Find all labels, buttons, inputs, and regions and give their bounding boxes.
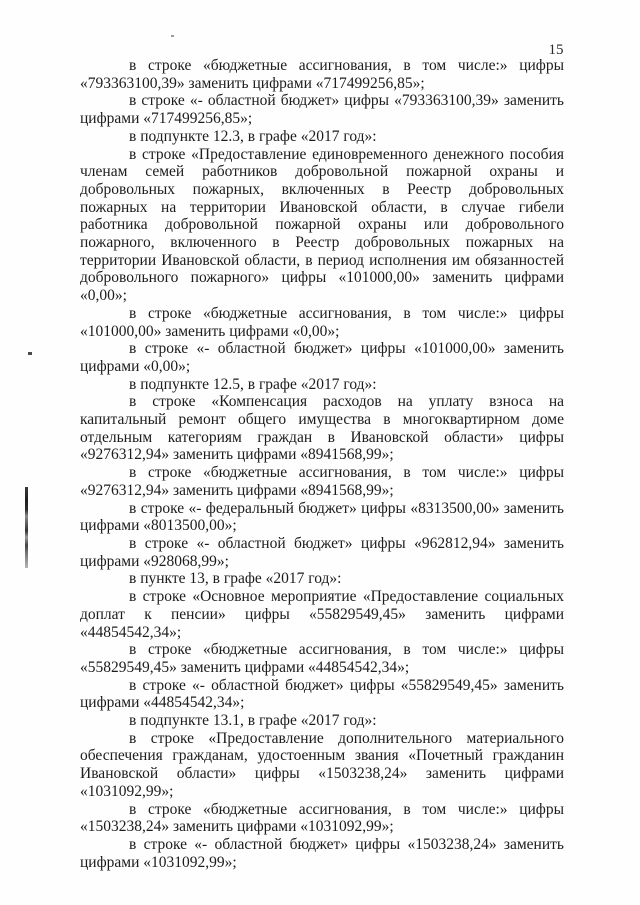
paragraph: в строке «- областной бюджет» цифры «962812,94» заменить цифрами «928068,99»;: [80, 534, 564, 570]
page-number: 15: [548, 42, 564, 58]
paragraph: в строке «Компенсация расходов на уплату взноса на капитальный ремонт общего имущества в многоквартирном доме отдельным категориям граждан в Ивановской области» цифры «9276312,94» заменить цифрами «8941568,99»;: [80, 393, 564, 464]
paragraph: в строке «- областной бюджет» цифры «55829549,45» заменить цифрами «44854542,34»;: [80, 676, 564, 712]
scan-artifact-dot: [28, 352, 32, 355]
scan-artifact-vertical-line: [25, 487, 28, 568]
paragraph: в строке «Предоставление дополнительного материального обеспечения гражданам, удостоенным звания «Почетный гражданин Ивановской области» цифры «1503238,24» заменить цифрами «1031092,99»;: [80, 729, 564, 800]
paragraph: в подпункте 12.3, в графе «2017 год»:: [129, 127, 377, 145]
paragraph: в пункте 13, в графе «2017 год»:: [129, 570, 342, 588]
paragraph: в строке «бюджетные ассигнования, в том числе:» цифры «9276312,94» заменить цифрами «8941568,99»;: [80, 464, 564, 499]
paragraph: в подпункте 12.5, в графе «2017 год»:: [129, 375, 377, 393]
paragraph: в строке «- федеральный бюджет» цифры «8313500,00» заменить цифрами «8013500,00»;: [80, 499, 564, 535]
paragraph: в строке «бюджетные ассигнования, в том числе:» цифры «55829549,45» заменить цифрами «44854542,34»;: [80, 641, 564, 676]
paragraph: в строке «- областной бюджет» цифры «101000,00» заменить цифрами «0,00»;: [80, 340, 564, 375]
paragraph: в строке «бюджетные ассигнования, в том числе:» цифры «1503238,24» заменить цифрами «1031092,99»;: [80, 800, 564, 836]
paragraph: в строке «бюджетные ассигнования, в том числе:» цифры «793363100,39» заменить цифрами «717499256,85»;: [80, 57, 564, 92]
paragraph: в подпункте 13.1, в графе «2017 год»:: [129, 712, 377, 730]
paragraph: в строке «бюджетные ассигнования, в том числе:» цифры «101000,00» заменить цифрами «0,00»;: [80, 304, 564, 340]
paragraph: в строке «Основное мероприятие «Предоставление социальных доплат к пенсии» цифры «55829549,45» заменить цифрами «44854542,34»;: [80, 588, 564, 641]
paragraph: в строке «Предоставление единовременного денежного пособия членам семей работников добровольной пожарной охраны и добровольных пожарных, включенных в Реестр добровольных пожарных на территории Ивановской области, в случае гибели работника добровольной пожарной охраны или добровольного пожарного, включенного в Реестр добровольных пожарных на территории Ивановской области, в период исполнения им обязанностей добровольного пожарного» цифры «101000,00» заменить цифрами «0,00»;: [80, 145, 564, 305]
paragraph: в строке «- областной бюджет» цифры «793363100,39» заменить цифрами «717499256,85»;: [80, 92, 564, 128]
paragraph: в строке «- областной бюджет» цифры «1503238,24» заменить цифрами «1031092,99»;: [80, 835, 564, 871]
document-body: [80, 57, 564, 871]
scan-artifact-dot: [171, 35, 174, 37]
